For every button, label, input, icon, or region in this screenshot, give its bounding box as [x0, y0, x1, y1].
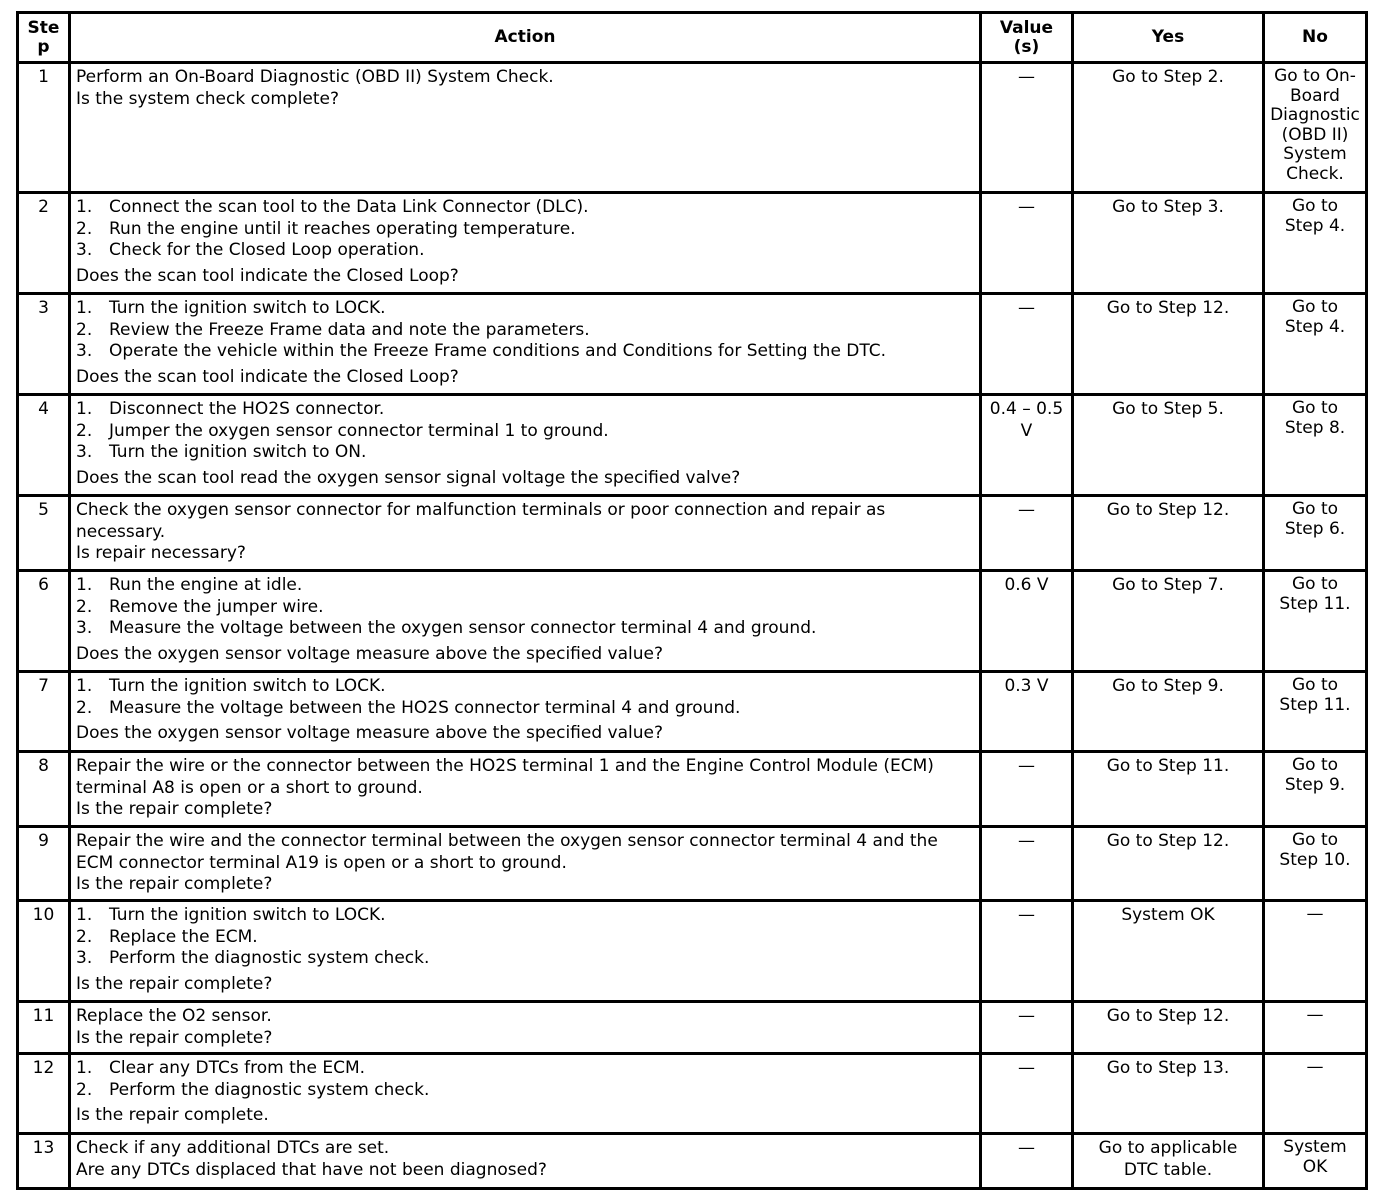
table-row: [18, 1002, 1367, 1054]
no-cell: Go to Step 6.: [1264, 496, 1367, 571]
action-step-text: Turn the ignition switch to ON.: [109, 442, 367, 462]
step-number: 10: [18, 901, 70, 1002]
value-cell: —: [981, 496, 1073, 571]
action-text: Are any DTCs displaced that have not been diagnosed?: [76, 1159, 547, 1180]
action-step-number: 2.: [76, 1079, 93, 1100]
action-step-number: 1.: [76, 905, 93, 925]
action-question: Does the oxygen sensor voltage measure above the specified value?: [76, 723, 663, 743]
value-cell: —: [981, 1002, 1073, 1054]
step-number: 12: [18, 1054, 70, 1134]
action-steps-list: [76, 905, 974, 970]
header-action: Action: [70, 13, 981, 63]
action-cell: [70, 901, 981, 1002]
action-question: Is the repair complete.: [76, 1105, 269, 1125]
no-cell: Go to Step 10.: [1264, 827, 1367, 901]
diagnostic-page: [16, 11, 1365, 1190]
table-row: [18, 1054, 1367, 1134]
action-step-text: Replace the ECM.: [109, 926, 258, 947]
action-step-text: Jumper the oxygen sensor connector terminal 1 to ground.: [109, 420, 609, 441]
no-cell: Go to Step 4.: [1264, 193, 1367, 294]
action-step-text: Perform the diagnostic system check.: [109, 948, 430, 968]
action-step-number: 2.: [76, 596, 93, 617]
step-number: 2: [18, 193, 70, 294]
step-number: 7: [18, 672, 70, 752]
action-step-number: 2.: [76, 420, 93, 441]
header-step: Step: [18, 13, 70, 63]
step-number: 9: [18, 827, 70, 901]
yes-cell: Go to Step 3.: [1073, 193, 1264, 294]
table-row: [18, 1134, 1367, 1189]
yes-cell: Go to Step 7.: [1073, 571, 1264, 672]
action-step-text: Run the engine at idle.: [109, 575, 303, 595]
action-step-item: [76, 197, 974, 219]
step-number: 1: [18, 63, 70, 193]
value-cell: 0.4 – 0.5 V: [981, 395, 1073, 496]
action-steps-list: [76, 399, 974, 464]
action-text: Check if any additional DTCs are set.: [76, 1138, 390, 1158]
action-text: Repair the wire and the connector terminal between the oxygen sensor connector terminal 4 and the ECM connector terminal A19 is open or a short to ground.: [76, 831, 938, 873]
action-step-item: [76, 575, 974, 597]
action-step-number: 3.: [76, 948, 93, 968]
action-step-item: [76, 1080, 974, 1102]
value-cell: 0.6 V: [981, 571, 1073, 672]
action-question: Does the scan tool indicate the Closed Loop?: [76, 265, 459, 286]
no-cell: Go to On-Board Diagnostic (OBD II) System Check.: [1264, 63, 1367, 193]
action-step-item: [76, 399, 974, 421]
action-step-item: [76, 298, 974, 320]
action-cell: [70, 294, 981, 395]
action-step-number: 2.: [76, 697, 93, 718]
step-number: 3: [18, 294, 70, 395]
table-row: [18, 827, 1367, 901]
action-step-number: 1.: [76, 575, 93, 595]
step-number: 13: [18, 1134, 70, 1189]
value-cell: —: [981, 193, 1073, 294]
action-step-text: Remove the jumper wire.: [109, 596, 324, 617]
action-step-text: Operate the vehicle within the Freeze Frame conditions and Conditions for Setting the DTC.: [109, 341, 887, 361]
yes-cell: Go to Step 9.: [1073, 672, 1264, 752]
value-cell: —: [981, 752, 1073, 827]
action-text: Is the system check complete?: [76, 88, 340, 109]
table-row: [18, 571, 1367, 672]
action-step-item: [76, 421, 974, 443]
action-cell: [70, 395, 981, 496]
header-yes: Yes: [1073, 13, 1264, 63]
action-cell: [70, 1002, 981, 1054]
action-step-item: [76, 320, 974, 342]
action-step-text: Check for the Closed Loop operation.: [109, 240, 425, 260]
action-text: Is the repair complete?: [76, 874, 273, 894]
action-step-text: Measure the voltage between the HO2S connector terminal 4 and ground.: [109, 697, 741, 718]
diagnostic-table: [16, 11, 1368, 1190]
step-number: 6: [18, 571, 70, 672]
yes-cell: Go to Step 12.: [1073, 1002, 1264, 1054]
action-steps-list: [76, 1058, 974, 1101]
table-row: [18, 496, 1367, 571]
action-step-item: [76, 676, 974, 698]
action-text: Perform an On-Board Diagnostic (OBD II) System Check.: [76, 67, 554, 87]
action-text: Is the repair complete?: [76, 1027, 273, 1048]
no-cell: —: [1264, 901, 1367, 1002]
action-step-item: [76, 927, 974, 949]
action-step-text: Connect the scan tool to the Data Link Connector (DLC).: [109, 197, 589, 217]
value-cell: 0.3 V: [981, 672, 1073, 752]
yes-cell: Go to Step 11.: [1073, 752, 1264, 827]
table-row: [18, 752, 1367, 827]
action-step-item: [76, 219, 974, 241]
value-cell: —: [981, 63, 1073, 193]
value-cell: —: [981, 1134, 1073, 1189]
action-cell: [70, 672, 981, 752]
action-steps-list: [76, 575, 974, 640]
action-step-text: Turn the ignition switch to LOCK.: [109, 298, 386, 318]
table-row: [18, 193, 1367, 294]
yes-cell: Go to Step 5.: [1073, 395, 1264, 496]
action-cell: [70, 571, 981, 672]
yes-cell: Go to Step 13.: [1073, 1054, 1264, 1134]
action-step-text: Measure the voltage between the oxygen sensor connector terminal 4 and ground.: [109, 618, 817, 638]
action-step-text: Review the Freeze Frame data and note the parameters.: [109, 319, 590, 340]
action-step-text: Turn the ignition switch to LOCK.: [109, 676, 386, 696]
value-cell: —: [981, 1054, 1073, 1134]
action-step-item: [76, 341, 974, 363]
yes-cell: Go to Step 2.: [1073, 63, 1264, 193]
step-number: 11: [18, 1002, 70, 1054]
action-step-item: [76, 442, 974, 464]
action-cell: [70, 496, 981, 571]
action-step-item: [76, 597, 974, 619]
yes-cell: Go to Step 12.: [1073, 827, 1264, 901]
no-cell: —: [1264, 1002, 1367, 1054]
action-cell: [70, 1054, 981, 1134]
no-cell: Go to Step 11.: [1264, 571, 1367, 672]
action-step-number: 3.: [76, 240, 93, 260]
action-step-number: 1.: [76, 298, 93, 318]
table-row: [18, 63, 1367, 193]
action-step-number: 1.: [76, 1058, 93, 1078]
no-cell: Go to Step 4.: [1264, 294, 1367, 395]
action-step-number: 2.: [76, 319, 93, 340]
action-step-number: 3.: [76, 618, 93, 638]
action-step-text: Disconnect the HO2S connector.: [109, 399, 385, 419]
step-number: 5: [18, 496, 70, 571]
action-step-number: 3.: [76, 341, 93, 361]
no-cell: Go to Step 9.: [1264, 752, 1367, 827]
action-step-item: [76, 905, 974, 927]
action-text: Is the repair complete?: [76, 799, 273, 819]
action-text: Repair the wire or the connector between the HO2S terminal 1 and the Engine Control Module (ECM) terminal A8 is open or a short to ground.: [76, 756, 934, 798]
table-row: [18, 672, 1367, 752]
action-question: Does the scan tool read the oxygen sensor signal voltage the specified valve?: [76, 467, 741, 488]
header-row: [18, 13, 1367, 63]
action-question: Does the oxygen sensor voltage measure above the specified value?: [76, 643, 663, 664]
action-cell: [70, 827, 981, 901]
action-step-text: Perform the diagnostic system check.: [109, 1079, 430, 1100]
action-steps-list: [76, 298, 974, 363]
step-number: 4: [18, 395, 70, 496]
action-step-number: 1.: [76, 399, 93, 419]
action-text: Is repair necessary?: [76, 543, 246, 563]
value-cell: —: [981, 827, 1073, 901]
yes-cell: Go to Step 12.: [1073, 496, 1264, 571]
no-cell: —: [1264, 1054, 1367, 1134]
action-step-item: [76, 240, 974, 262]
yes-cell: System OK: [1073, 901, 1264, 1002]
action-question: Does the scan tool indicate the Closed Loop?: [76, 366, 459, 387]
action-step-number: 2.: [76, 926, 93, 947]
no-cell: Go to Step 11.: [1264, 672, 1367, 752]
action-steps-list: [76, 197, 974, 262]
action-step-number: 1.: [76, 197, 93, 217]
action-text: Replace the O2 sensor.: [76, 1006, 272, 1026]
action-question: Is the repair complete?: [76, 973, 273, 994]
table-body: [18, 63, 1367, 1189]
action-step-number: 1.: [76, 676, 93, 696]
table-row: [18, 395, 1367, 496]
action-step-number: 3.: [76, 442, 93, 462]
action-step-item: [76, 948, 974, 970]
action-text: Check the oxygen sensor connector for malfunction terminals or poor connection and repair as necessary.: [76, 500, 886, 542]
action-step-item: [76, 618, 974, 640]
action-cell: [70, 63, 981, 193]
table-row: [18, 294, 1367, 395]
action-cell: [70, 1134, 981, 1189]
header-no: No: [1264, 13, 1367, 63]
action-cell: [70, 193, 981, 294]
action-step-item: [76, 1058, 974, 1080]
no-cell: System OK: [1264, 1134, 1367, 1189]
action-step-text: Clear any DTCs from the ECM.: [109, 1058, 366, 1078]
action-step-number: 2.: [76, 218, 93, 239]
action-step-text: Turn the ignition switch to LOCK.: [109, 905, 386, 925]
value-cell: —: [981, 294, 1073, 395]
no-cell: Go to Step 8.: [1264, 395, 1367, 496]
value-cell: —: [981, 901, 1073, 1002]
action-steps-list: [76, 676, 974, 719]
yes-cell: Go to applicable DTC table.: [1073, 1134, 1264, 1189]
step-number: 8: [18, 752, 70, 827]
action-step-text: Run the engine until it reaches operating temperature.: [109, 218, 576, 239]
action-step-item: [76, 698, 974, 720]
yes-cell: Go to Step 12.: [1073, 294, 1264, 395]
action-cell: [70, 752, 981, 827]
header-value: Value (s): [981, 13, 1073, 63]
table-row: [18, 901, 1367, 1002]
